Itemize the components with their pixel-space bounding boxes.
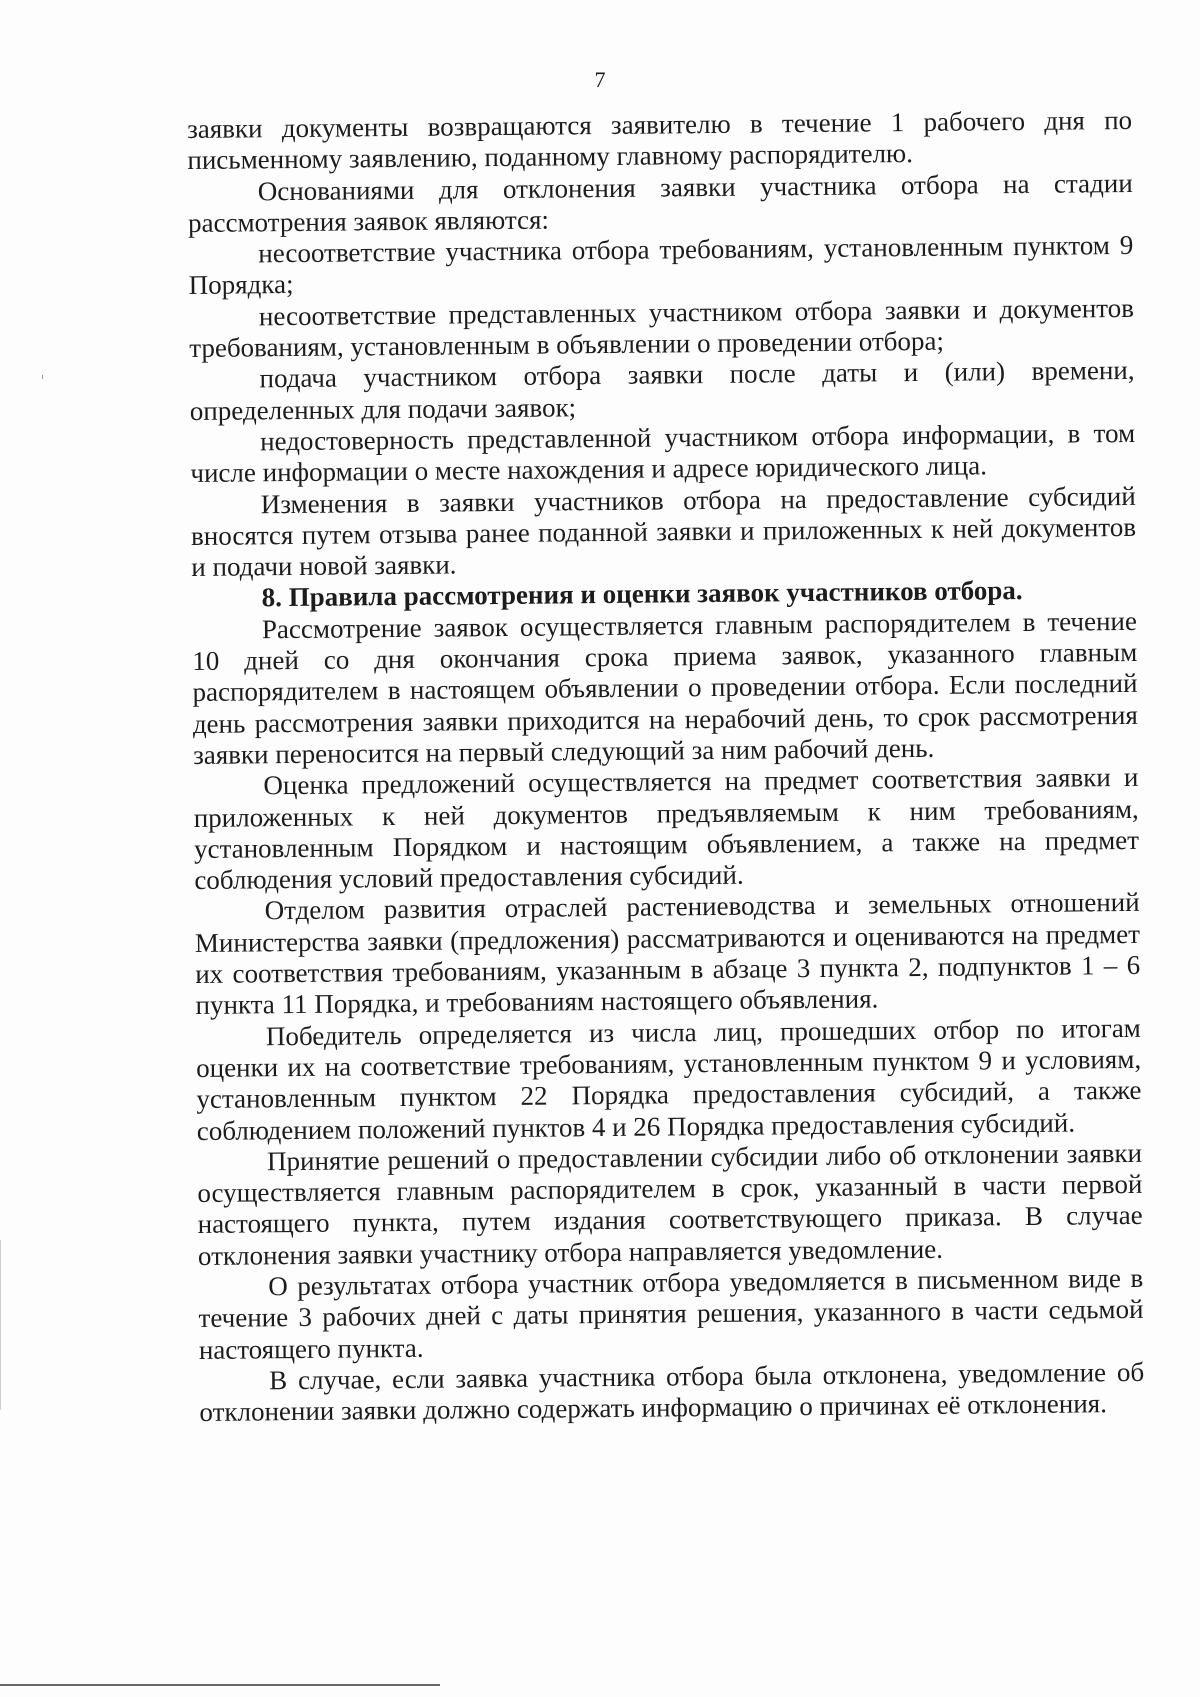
paragraph-winner-determination: Победитель определяется из числа лиц, прошедших отбор по итогам оценки их на соответствие требованиям, установленным пунктом 9 и условиям, установленным пунктом 22 Порядка предоставления субсидий, а также соблюдением положений пунктов 4 и 26 Порядка предоставления субсидий. bbox=[196, 1012, 1142, 1146]
paragraph-department-review: Отделом развития отраслей растениеводства и земельных отношений Министерства заявки (предложения) рассматриваются и оцениваются на предмет их соответствия требованиям, указанным в абзаце 3 пункта 2, подпунктов 1 – 6 пункта 11 Порядка, и требованиям настоящего объявления. bbox=[194, 887, 1141, 1021]
paragraph-rejection-grounds: Основаниями для отклонения заявки участника отбора на стадии рассмотрения заявок являются: bbox=[187, 167, 1133, 238]
paragraph-evaluation: Оценка предложений осуществляется на предмет соответствия заявки и приложенных к ней документов предъявляемым к ним требованиям, установленным Порядком и настоящим объявлением, а также на предмет соблюдения условий предоставления субсидий. bbox=[193, 762, 1140, 896]
paragraph-results-notification: О результатах отбора участник отбора уведомляется в письменном виде в течение 3 рабочих дней с даты принятия решения, указанного в части седьмой настоящего пункта. bbox=[198, 1262, 1144, 1365]
paragraph-ground-late-submission: подача участником отбора заявки после даты и (или) времени, определенных для подачи заявок; bbox=[189, 355, 1135, 426]
paragraph-ground-unreliable-info: недостоверность представленной участником отбора информации, в том числе информации о месте нахождения и адресе юридического лица. bbox=[190, 417, 1136, 489]
scan-bottom-line bbox=[0, 1684, 440, 1686]
paragraph-review-period: Рассмотрение заявок осуществляется главным распорядителем в течение 10 дней со дня окончания срока приема заявок, указанного главным распорядителем в настоящем объявлении о проведении отбора. Если последний день рассмотрения заявки приходится на нерабочий день, то срок рассмотрения заявки переносится на первый следующий за ним рабочий день. bbox=[192, 605, 1138, 770]
paragraph-rejection-notice: В случае, если заявка участника отбора была отклонена, уведомление об отклонении заявки должно содержать информацию о причинах её отклонения. bbox=[199, 1356, 1145, 1428]
paragraph-ground-nonconformity-participant: несоответствие участника отбора требованиям, установленным пунктом 9 Порядка; bbox=[188, 230, 1134, 301]
section-heading: 8. Правила рассмотрения и оценки заявок участников отбора. bbox=[261, 575, 1023, 613]
paragraph-continuation: заявки документы возвращаются заявителю в течение 1 рабочего дня по письменному заявлению, поданному главному распорядителю. bbox=[187, 104, 1133, 176]
scan-edge-shadow bbox=[0, 1240, 1, 1410]
document-body bbox=[187, 105, 1145, 1428]
paragraph-ground-nonconformity-documents: несоответствие представленных участником отбора заявки и документов требованиям, установленным в объявлении о проведении отбора; bbox=[189, 292, 1135, 364]
page-number: 7 bbox=[594, 67, 606, 92]
paragraph-application-changes: Изменения в заявки участников отбора на предоставление субсидий вносятся путем отзыва ранее поданной заявки и приложенных к ней документов и подачи новой заявки. bbox=[190, 480, 1137, 583]
scan-mark bbox=[42, 375, 43, 379]
paragraph-decision-making: Принятие решений о предоставлении субсидии либо об отклонении заявки осуществляется главным распорядителем в срок, указанный в части первой настоящего пункта, путем издания соответствующего приказа. В случае отклонения заявки участнику отбора направляется уведомление. bbox=[197, 1137, 1143, 1271]
